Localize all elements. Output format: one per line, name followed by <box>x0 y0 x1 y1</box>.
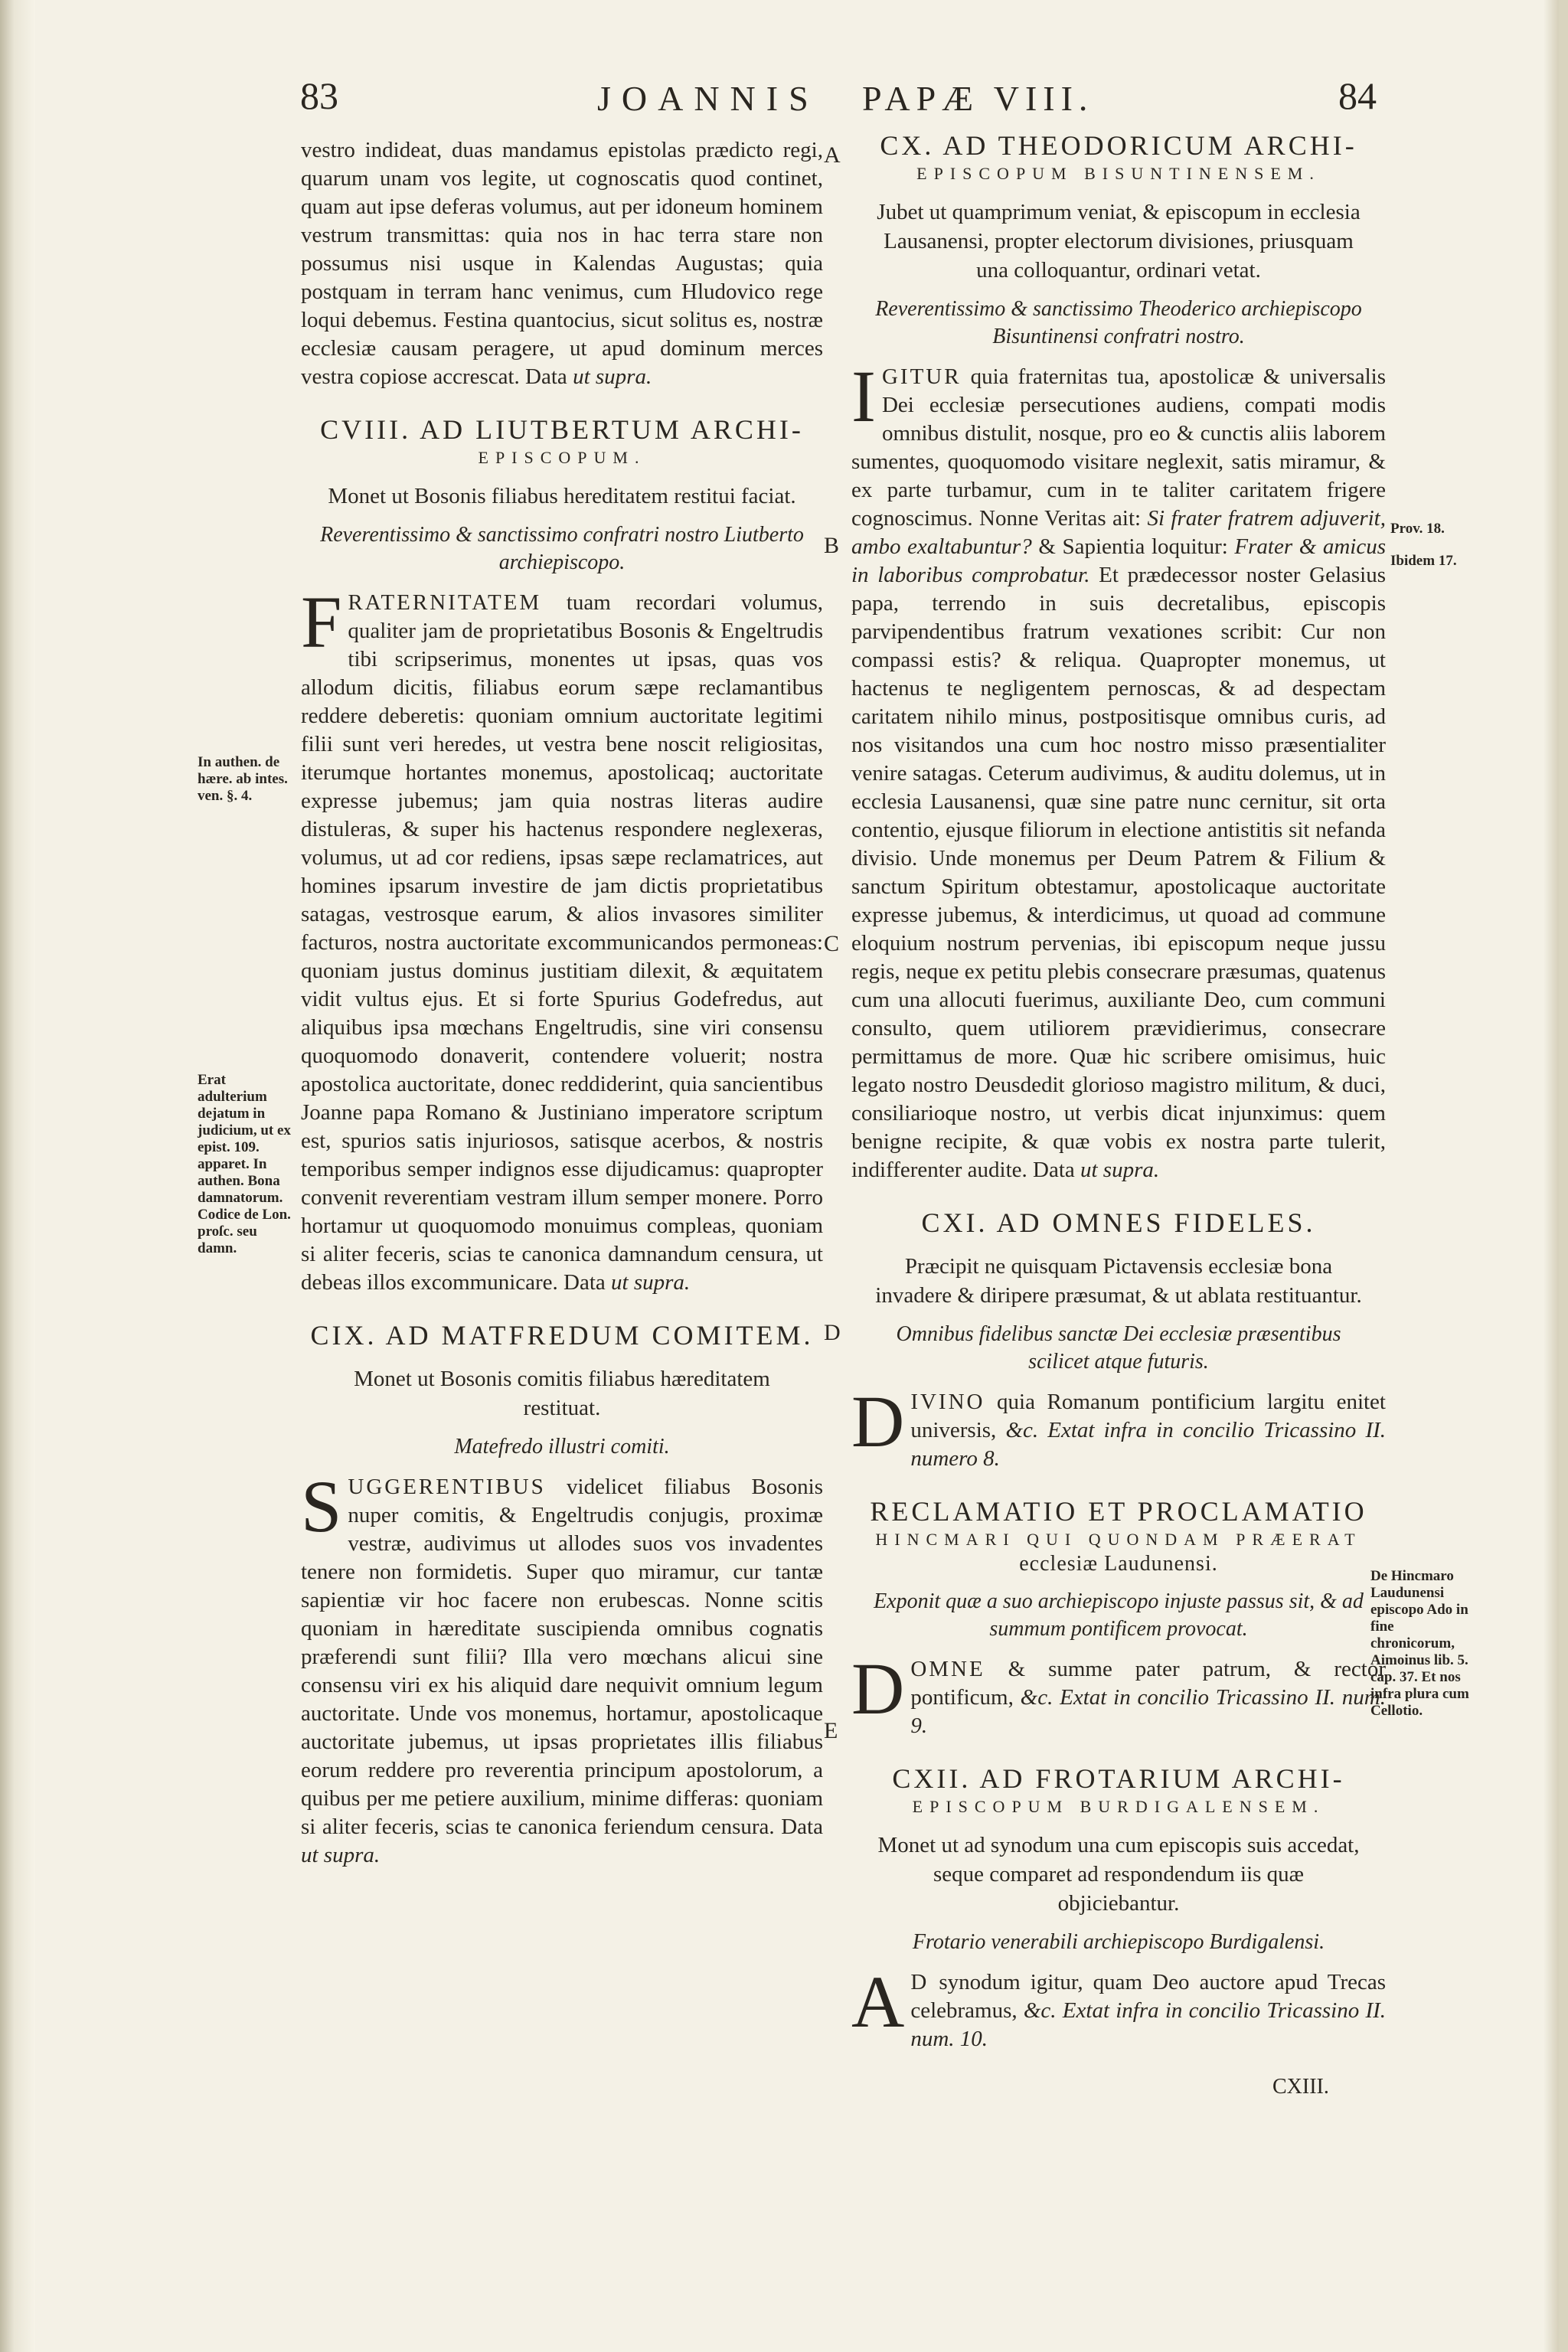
page-number-right: 84 <box>1338 74 1377 117</box>
drop-cap: S <box>301 1465 342 1547</box>
section-110-address: Reverentissimo & sanctissimo Theoderico archiepiscopo Bisuntinensi confratri nostro. <box>875 297 1362 348</box>
drop-cap: D <box>851 1380 905 1462</box>
opening-paragraph: vestro indideat, duas mandamus epistolas prædicto regi, quarum unam vos legite, ut cognoscatis quod continet, quam aut ipse deferas volumus, aut per idoneum hominem vestrum transmittas: quia nos in hac terra stare non possumus nisi usque in Kalendas Augustas; quia postquam in terram hanc venimus, cum Hludovico rege loqui debemus. Festina quantocius, sicut solitus es, nostræ ecclesiæ causam peragere, ut apud dominum merces vestra copiose accrescat. Data ut supra. <box>301 138 823 389</box>
section-letter-d: D <box>824 1320 841 1345</box>
drop-cap: F <box>301 581 342 663</box>
section-109-title: CIX. AD MATFREDUM COMITEM. <box>310 1320 814 1351</box>
section-112-title: CXII. AD FROTARIUM ARCHI- EPISCOPUM BURDIGALENSEM. <box>892 1763 1345 1816</box>
book-spine <box>0 0 35 2352</box>
section-110-title: CX. AD THEODORICUM ARCHI- EPISCOPUM BISUNTINENSEM. <box>880 130 1357 183</box>
section-111-title: CXI. AD OMNES FIDELES. <box>921 1207 1316 1238</box>
margin-note-right-1: Prov. 18. <box>1390 521 1445 537</box>
drop-cap: I <box>851 355 876 437</box>
page-number-left: 83 <box>300 74 338 117</box>
catchword: CXIII. <box>1272 2075 1329 2099</box>
section-112-body: A D synodum igitur, quam Deo auctore apud Trecas celebramus, &c. Extat infra in concilio Tricassino II. num. 10. <box>851 1961 1387 2051</box>
reclamatio-body: DOMNE & summe pater patrum, & rector pontificum, &c. Extat in concilio Tricassino II. num. 9. <box>851 1648 1386 1738</box>
section-111-body: DIVINO quia Romanum pontificium largitu enitet universis, &c. Extat infra in concilio Tricassino II. numero 8. <box>851 1380 1387 1471</box>
left-column <box>301 136 823 1877</box>
margin-note-right-2: Ibidem 17. <box>1390 553 1457 569</box>
section-letter-a: A <box>824 142 841 168</box>
section-108-summary: Monet ut Bosonis filiabus hereditatem restitui faciat. <box>328 484 796 508</box>
running-header <box>0 74 1568 127</box>
margin-note-right-3: De Hincmaro Laudunensi episcopo Ado in fine chronicorum, Aimoinus lib. 5. cap. 37. Et nos infra plura cum Cellotio. <box>1370 1568 1469 1719</box>
page-edge <box>1544 0 1559 2352</box>
section-108-body: FRATERNITATEM tuam recordari volumus, qualiter jam de proprietatibus Bosonis & Engeltrudis tibi scripserimus, monentes ut ipsas, quas vos allodum dicitis, filiabus eorum sæpe reclamantibus reddere deberetis: quoniam omnium auctoritate legitimi filii sunt veri heredes, ut vestra bene noscit religiositas, iterumque hortantes monemus, apostolicaq; auctoritate expresse jubemus; jam quia nostras literas audire distuleras, & super his hactenus respondere neglexeras, volumus, ut ad cor rediens, ipsas sæpe reclamatrices, aut homines ipsarum investire de jam dictis proprietatibus satagas, vestrosque earum, & alios invasores similiter facturos, nostra auctoritate excommunicandos permoneas: quoniam justus dominus justitiam dilexit, & æquitatem vidit vultus ejus. Et si forte Spurius Godefredus, aut aliquibus ipsa mœchans Engeltrudis, sine viri consensu quoquomodo donaverit, contendere voluerit; nostra apostolica auctoritate, donec reddiderint, quia sancientibus Joanne papa Romano & Justiniano imperatore scriptum est, spurios satis injuriosos, satisque acerbos, & nostris temporibus semper indignos esse dijudicamus: quapropter convenit reverentiam vestram illum semper monere. Porro hortamur ut quoquomodo monuimus compleas, quoniam si aliter feceris, scias te canonica damnandum censura, ut debeas illos excommunicare. Data ut supra. <box>301 581 823 1295</box>
running-head-papae: PAPÆ VIII. <box>862 79 1094 118</box>
section-letter-b: B <box>824 533 840 558</box>
section-110-body: IGITUR quia fraternitas tua, apostolicæ & universalis Dei ecclesiæ persecutiones audiens, compati modis omnibus distulit, nosque, pro eo & cunctis aliis laborem sumentes, quoquomodo visitare neglexit, satis miramur, & ex parte turbamur, cum in te taliter caritatem frigere cognoscimus. Nonne Veritas ait: Si frater fratrem adjuverit, ambo exaltabuntur? & Sapientia loquitur: Frater & amicus in laboribus comprobatur. Et prædecessor noster Gelasius papa, terrendo in suis decretalibus, episcopis parvipendentibus fratrum vexationes scribit: Cur non compassi estis? & reliqua. Quapropter monemus, ut hactenus te negligentem pernoscas, & ad despectam caritatem nihilo minus, postpositisque omnibus curis, ad nos visitandos una cum hoc nostro misso præsentialiter venire satagas. Ceterum audivimus, & auditu dolemus, ut in ecclesia Lausanensi, quæ sine patre nunc cernitur, sit orta contentio, ejusque filiorum in electione antistitis sit nefanda divisio. Unde monemus per Deum Patrem & Filium & sanctum Spiritum obtestamur, apostolicaque auctoritate expresse jubemus, & interdicimus, ut quoad ad commune eloquium nostrum pervenias, ibi episcopum neque jussu regis, neque ex petitu plebis consecrare præsumas, quatenus cum una allocuti fuerimus, auxiliante Deo, cum communi consulto, quem utiliorem prævidierimus, consecrare permittamus de more. Quæ hic scribere omisimus, huic legato nostro Deusdedit glorioso magistro militum, & duci, consiliarioque nostro, ut verbis dicat injunximus: quem benigne recipite, & quæ vobis ex nostra parte tulerit, indifferenter audite. Data ut supra. <box>851 355 1386 1182</box>
right-column <box>851 129 1386 2061</box>
section-letter-c: C <box>824 931 840 956</box>
section-111-address: Omnibus fidelibus sanctæ Dei ecclesiæ præsentibus scilicet atque futuris. <box>896 1322 1341 1374</box>
reclamatio-title: RECLAMATIO ET PROCLAMATIO HINCMARI QUI QUONDAM PRÆERAT ecclesiæ Laudunensi. <box>870 1496 1367 1576</box>
drop-cap: D <box>851 1648 905 1730</box>
margin-note-left-2: Erat adulterium dejatum in judicium, ut ex epist. 109. apparet. In authen. Bona damnatorum. Codice de Lon. proſc. seu damn. <box>198 1072 291 1256</box>
section-112-address: Frotario venerabili archiepiscopo Burdigalensi. <box>912 1930 1325 1954</box>
section-109-summary: Monet ut Bosonis comitis filiabus hæreditatem restituat. <box>354 1367 770 1420</box>
margin-note-left-1: In authen. de hære. ab intes. ven. §. 4. <box>198 754 288 804</box>
section-110-summary: Jubet ut quamprimum veniat, & episcopum in ecclesia Lausanensi, propter electorum divisiones, priusquam una colloquantur, ordinari vetat. <box>877 200 1361 283</box>
drop-cap: A <box>851 1961 905 2043</box>
section-109-body: SUGGERENTIBUS videlicet filiabus Bosonis nuper comitis, & Engeltrudis conjugis, proximæ vestræ, audivimus ut allodes suos vos invadentes tenere non formidetis. Super quo miramur, cur tantæ sapientiæ vir hoc facere non erubescas. Nonne scitis quoniam in hæreditate suscipienda omnibus cognatis præferendi sunt filii? Illa vero mœchans alicui sine consensu viri ex his aliquid dare nequivit omnium legum auctoritate. Unde vos monemus, hortamur, apostolicaque auctoritate jubemus, ut ipsas proprietates illis filiabus eorum reddere pro reverentia principum apostolorum, a quibus per me petiere auxilium, minime differas: quoniam si aliter feceris, scias te canonica feriendum censura. Data ut supra. <box>301 1465 823 1867</box>
section-108-address: Reverentissimo & sanctissimo confratri nostro Liutberto archiepiscopo. <box>320 523 804 574</box>
section-111-summary: Præcipit ne quisquam Pictavensis ecclesiæ bona invadere & diripere præsumat, & ut ablata restituantur. <box>875 1254 1362 1308</box>
reclamatio-summary: Exponit quæ a suo archiepiscopo injuste passus sit, & ad summum pontificem provocat. <box>874 1589 1364 1641</box>
section-112-summary: Monet ut ad synodum una cum episcopis suis accedat, seque comparet ad respondendum iis quæ objiciebantur. <box>877 1833 1360 1916</box>
section-108-title: CVIII. AD LIUTBERTUM ARCHI- EPISCOPUM. <box>320 414 804 467</box>
section-109-address: Matefredo illustri comiti. <box>454 1435 670 1459</box>
running-head-joannis: JOANNIS <box>597 79 819 118</box>
section-letter-e: E <box>824 1718 838 1743</box>
